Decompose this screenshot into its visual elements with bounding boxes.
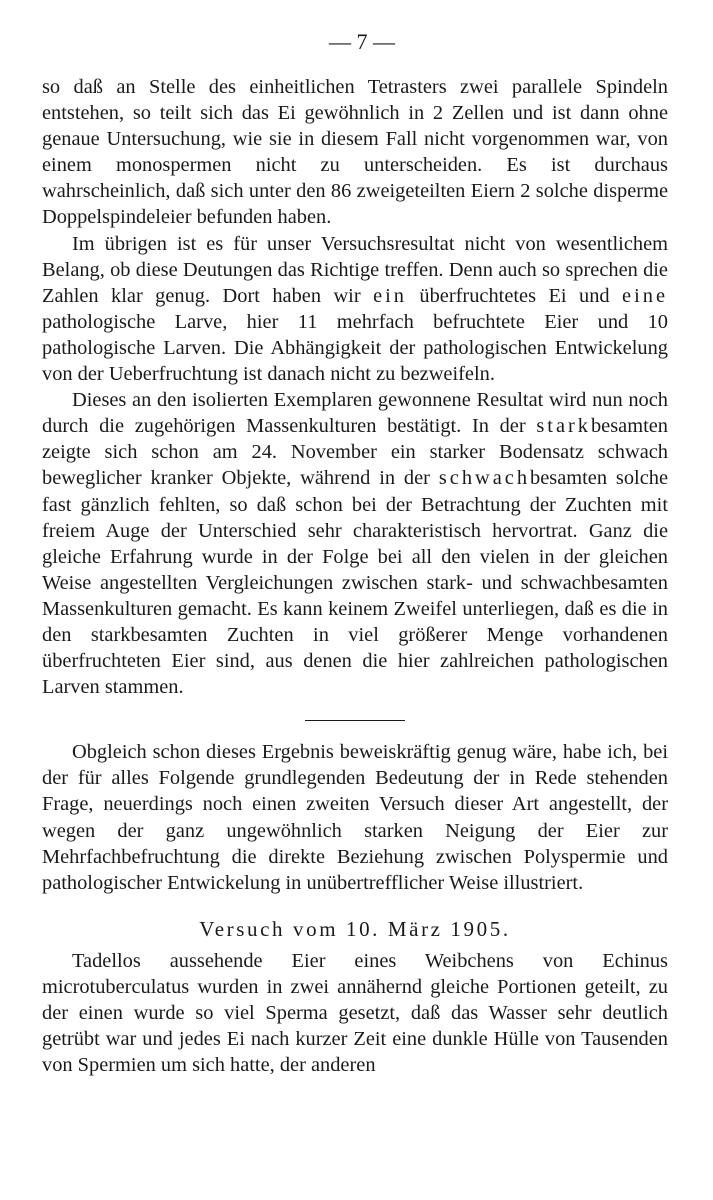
emphasis-schwach: schwach — [438, 467, 531, 490]
emphasis-stark: stark — [536, 415, 591, 438]
document-page — [42, 28, 668, 1078]
page-number: — 7 — — [329, 29, 395, 54]
paragraph-3-text-c: besamten zeigte sich schon am 24. November ein starker Bodensatz schwach beweglicher kranker Objekte, während in der — [42, 415, 668, 490]
section-heading: Versuch vom 10. März 1905. — [199, 916, 511, 941]
paragraph-1: so daß an Stelle des einheitlichen Tetrasters zwei parallele Spindeln entstehen, so teilt sich das Ei gewöhnlich in 2 Zellen und ist dann ohne genaue Untersuchung, wie sie in diesem Fall nicht vorgenommen war, von einem monospermen nicht zu unterscheiden. Es ist durchaus wahrscheinlich, daß sich unter den 86 zweigeteilten Eiern 2 solche disperme Doppelspindeleier befunden haben. — [42, 76, 668, 229]
section-divider — [305, 720, 405, 721]
paragraph-4: Obgleich schon dieses Ergebnis beweiskräftig genug wäre, habe ich, bei der für alles Folgende grundlegenden Bedeutung der in Rede stehenden Frage, neuerdings noch einen zweiten Versuch dieser Art angestellt, der wegen der ganz ungewöhnlich starken Neigung der Eier zur Mehrfachbefruchtung die direkte Beziehung zwischen Polyspermie und pathologischer Entwickelung in unübertrefflicher Weise illustriert. — [42, 741, 668, 894]
paragraph-2-text-e: pathologische Larve, hier 11 mehrfach befruchtete Eier und 10 pathologische Larven. Die Abhängigkeit der pathologischen Entwickelung von der Ueberfruchtung ist danach nicht zu bezweifeln. — [42, 310, 668, 386]
emphasis-ein: ein — [373, 284, 407, 307]
paragraph-3-text-a: Dieses an den isolierten Exemplaren gewonnene Resultat wird nun noch durch die zugehörigen Massenkulturen bestätigt. In der — [42, 389, 668, 438]
paragraph-3 — [42, 387, 668, 700]
paragraph-2-text-c: überfruchtetes Ei und — [406, 284, 623, 307]
paragraph-5: Tadellos aussehende Eier eines Weibchens von Echinus microtuberculatus wurden in zwei annähernd gleiche Portionen geteilt, zu der einen wurde so viel Sperma gesetzt, daß das Wasser sehr deutlich getrübt war und jedes Ei nach kurzer Zeit eine dunkle Hülle von Tausenden von Spermien um sich hatte, der anderen — [42, 949, 668, 1077]
paragraph-2-text-a: Im übrigen ist es für unser Versuchsresultat nicht von wesentlichem Belang, ob diese Deutungen das Richtige treffen. Denn auch so sprechen die Zahlen klar genug. Dort haben wir — [42, 232, 668, 307]
paragraph-2 — [42, 231, 668, 388]
paragraph-3-text-e: besamten solche fast gänzlich fehlten, so daß schon bei der Betrachtung der Zuchten mit freiem Auge der Unterschied sehr charakteristisch hervortrat. Ganz die gleiche Erfahrung wurde in der Folge bei all den vielen in der gleichen Weise angestellten Vergleichungen zwischen stark- und schwachbesamten Massenkulturen gemacht. Es kann keinem Zweifel unterliegen, daß es die in den starkbesamten Zuchten in viel größerer Menge vorhandenen überfruchteten Eier sind, aus denen die hier zahlreichen pathologischen Larven stammen. — [42, 467, 668, 699]
emphasis-eine: eine — [622, 284, 668, 307]
